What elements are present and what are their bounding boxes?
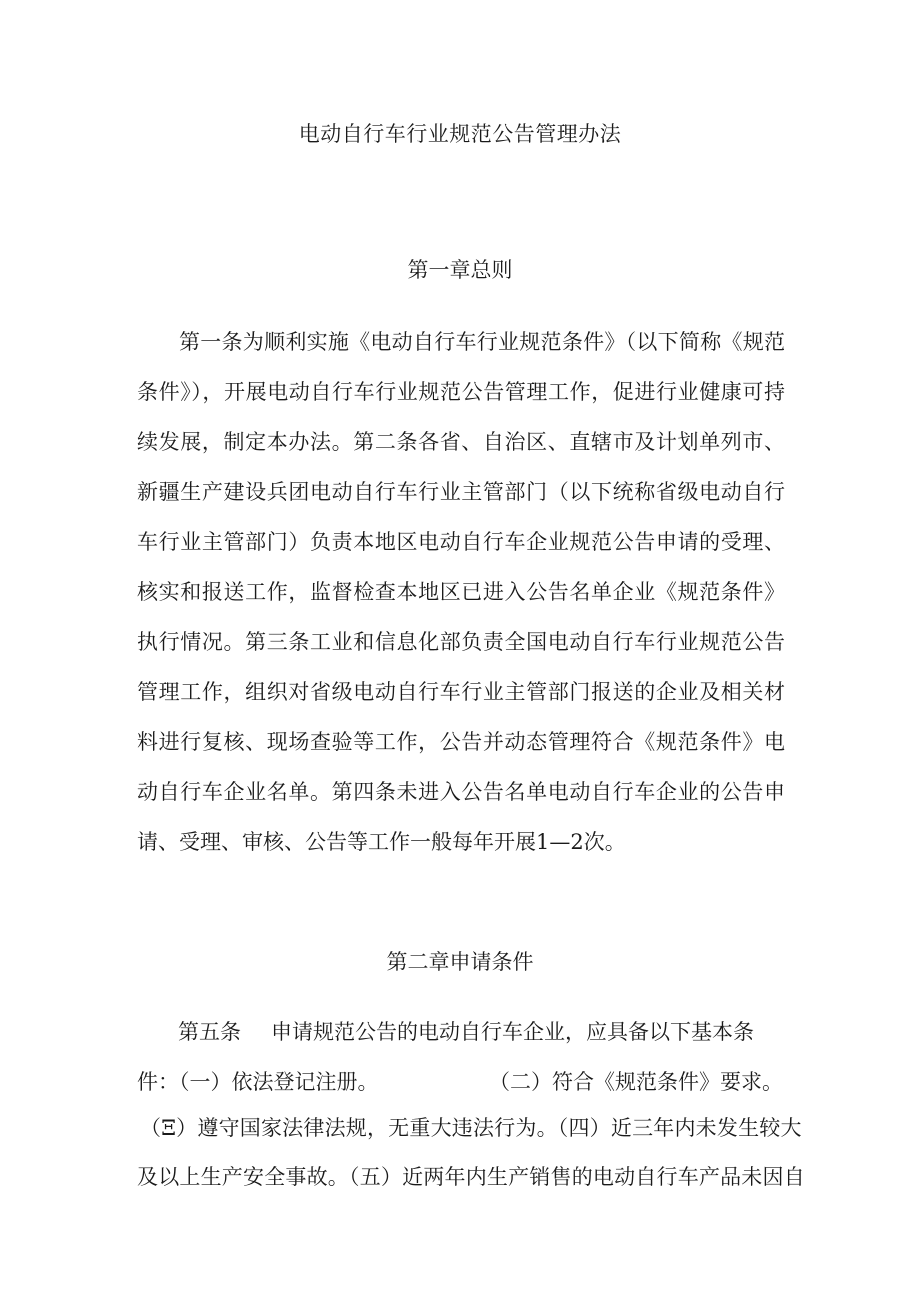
chapter-2-heading: 第二章申请条件 bbox=[386, 950, 534, 974]
article-5-item-1: 件：（一）依法登记注册。 bbox=[137, 1070, 379, 1094]
article-5-intro: 申请规范公告的电动自行车企业，应具备以下基本条 bbox=[271, 1020, 754, 1044]
article-5-item-2: （二）符合《规范条件》要求。 bbox=[489, 1070, 783, 1094]
article-5-line-3: （Ξ）遵守国家法律法规，无重大违法行为。（四）近三年内未发生较大 bbox=[140, 1116, 802, 1140]
document-title: 电动自行车行业规范公告管理办法 bbox=[298, 122, 622, 146]
chapter-1-body: 第一条为顺利实施《电动自行车行业规范条件》（以下简称《规范条件》），开展电动自行车行业规范公告管理工作，促进行业健康可持续发展，制定本办法。第二条各省、自治区、直辖市及计划单列市、新疆生产建设兵团电动自行车行业主管部门（以下统称省级电动自行车行业主管部门）负责本地区电动自行车企业规范公告申请的受理、核实和报送工作，监督检查本地区已进入公告名单企业《规范条件》执行情况。第三条工业和信息化部负责全国电动自行车行业规范公告管理工作，组织对省级电动自行车行业主管部门报送的企业及相关材料进行复核、现场查验等工作，公告并动态管理符合《规范条件》电动自行车企业名单。第四条未进入公告名单电动自行车企业的公告申请、受理、审核、公告等工作一般每年开展1—2次。 bbox=[137, 330, 785, 854]
article-5-label: 第五条 bbox=[178, 1020, 241, 1044]
chapter-1-heading: 第一章总则 bbox=[407, 258, 513, 282]
article-5-line-4: 及以上生产安全事故。（五）近两年内生产销售的电动自行车产品未因自 bbox=[137, 1165, 805, 1189]
article-5-first-line bbox=[178, 1016, 754, 1048]
